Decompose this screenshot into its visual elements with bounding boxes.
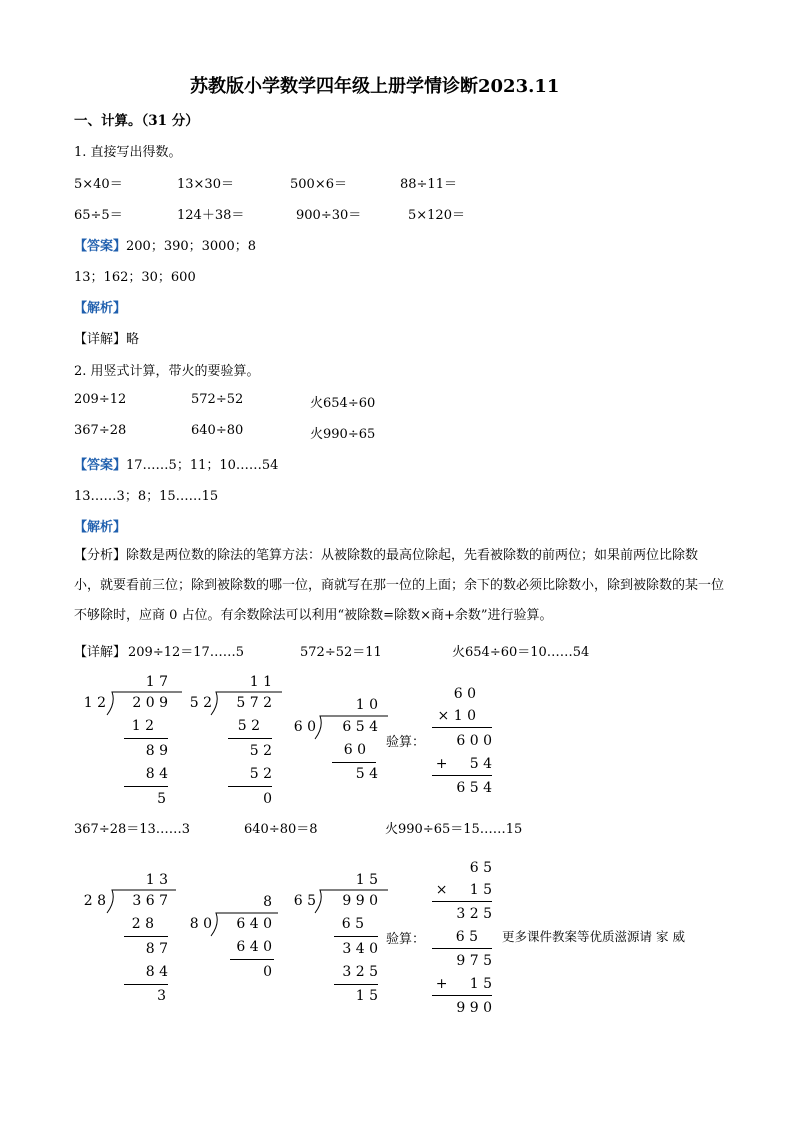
quotient: 1 0 bbox=[355, 697, 378, 713]
divisor: 8 0 bbox=[189, 916, 212, 932]
answer-text: 17……5；11；10……54 bbox=[126, 458, 279, 473]
q2-answer-line2: 13……3；8；15……15 bbox=[74, 489, 219, 504]
verify-line: × 1 5 bbox=[435, 882, 492, 898]
check-label: 验算： bbox=[386, 932, 426, 947]
divisor: 2 8 bbox=[83, 893, 106, 909]
q2-prompt: 2. 用竖式计算，带火的要验算。 bbox=[74, 364, 260, 379]
result: 火654÷60＝10……54 bbox=[452, 645, 590, 660]
q2-item: 209÷12 bbox=[74, 392, 127, 407]
dividend: 9 9 0 bbox=[342, 893, 378, 909]
watermark-text: 更多课件教案等优质滋源请 家 威 bbox=[502, 929, 685, 944]
step: 5 2 bbox=[237, 718, 260, 734]
divisor: 6 5 bbox=[293, 893, 316, 909]
q1-item: 88÷11＝ bbox=[400, 177, 457, 192]
page-title: 苏教版小学数学四年级上册学情诊断2023.11 bbox=[190, 76, 560, 97]
quotient: 1 5 bbox=[355, 872, 378, 888]
q2-item: 367÷28 bbox=[74, 423, 127, 438]
result: 640÷80＝8 bbox=[244, 822, 318, 837]
q1-item: 500×6＝ bbox=[290, 177, 347, 192]
verify-line: 6 0 0 bbox=[456, 733, 492, 749]
step: 6 5 bbox=[341, 916, 364, 932]
verify-line: 9 9 0 bbox=[456, 1000, 492, 1016]
answer-tag: 【答案】 bbox=[74, 239, 127, 254]
result: 367÷28＝13……3 bbox=[74, 822, 191, 837]
divisor: 5 2 bbox=[189, 695, 212, 711]
remainder: 0 bbox=[263, 964, 272, 980]
verify-line: 6 5 bbox=[455, 929, 478, 945]
step: 8 9 bbox=[145, 743, 168, 759]
q2-item: 572÷52 bbox=[191, 392, 244, 407]
dividend: 3 6 7 bbox=[132, 893, 168, 909]
result: 火990÷65＝15……15 bbox=[385, 822, 523, 837]
quotient: 1 7 bbox=[145, 674, 168, 690]
quotient: 1 1 bbox=[249, 674, 272, 690]
result: 572÷52＝11 bbox=[300, 645, 382, 660]
verify-line: 6 5 bbox=[469, 860, 492, 876]
q2-item: 火990÷65 bbox=[310, 427, 376, 442]
dividend: 6 5 4 bbox=[342, 719, 378, 735]
dividend: 6 4 0 bbox=[236, 916, 272, 932]
detail-tag: 【详解】 bbox=[74, 332, 127, 347]
remainder: 1 5 bbox=[355, 988, 378, 1004]
q1-item: 5×120＝ bbox=[408, 208, 465, 223]
q2-item: 火654÷60 bbox=[310, 396, 376, 411]
q1-item: 65÷5＝ bbox=[74, 208, 123, 223]
section-heading: 一、计算。（31 分） bbox=[74, 113, 199, 129]
step: 3 2 5 bbox=[342, 964, 378, 980]
verify-line: × 1 0 bbox=[437, 708, 476, 724]
verify-line: + 5 4 bbox=[435, 756, 492, 772]
step: 1 2 bbox=[131, 718, 154, 734]
step: 8 7 bbox=[145, 941, 168, 957]
dividend: 2 0 9 bbox=[132, 695, 168, 711]
q2-item: 640÷80 bbox=[191, 423, 244, 438]
verify-line: + 1 5 bbox=[435, 976, 492, 992]
quotient: 8 bbox=[263, 894, 272, 910]
answer-tag: 【答案】 bbox=[74, 458, 127, 473]
step: 2 8 bbox=[131, 916, 154, 932]
remainder: 5 bbox=[157, 791, 166, 807]
step: 8 4 bbox=[145, 766, 168, 782]
quotient: 1 3 bbox=[145, 872, 168, 888]
q2-answer bbox=[74, 454, 278, 473]
answer-text: 200；390；3000；8 bbox=[126, 239, 256, 254]
step: 5 2 bbox=[249, 743, 272, 759]
q1-item: 13×30＝ bbox=[177, 177, 234, 192]
fenxi-text: 除数是两位数的除法的笔算方法：从被除数的最高位除起，先看被除数的前两位；如果前两位比除数小，就要看前三位；除到被除数的哪一位，商就写在那一位的上面；余下的数必须比除数小，除到被除数的某一位不够除时，应商 0 占位。有余数除法可以利用“被除数=除数×商+余数”进行验算。 bbox=[74, 548, 725, 623]
step: 6 4 0 bbox=[236, 939, 272, 955]
q1-answer-line2: 13；162；30；600 bbox=[74, 270, 196, 285]
verify-line: 3 2 5 bbox=[456, 906, 492, 922]
verify-line: 9 7 5 bbox=[456, 953, 492, 969]
q1-item: 124＋38＝ bbox=[177, 208, 245, 223]
step: 8 4 bbox=[145, 964, 168, 980]
verify-line: 6 0 bbox=[453, 686, 476, 702]
q2-analysis-paragraph bbox=[74, 541, 724, 631]
q1-answer bbox=[74, 235, 256, 254]
remainder: 3 bbox=[157, 988, 166, 1004]
q1-analysis-tag: 【解析】 bbox=[74, 301, 127, 316]
divisor: 6 0 bbox=[293, 719, 316, 735]
dividend: 5 7 2 bbox=[236, 695, 272, 711]
q2-analysis-tag: 【解析】 bbox=[74, 520, 127, 535]
q1-item: 900÷30＝ bbox=[296, 208, 362, 223]
detail-text: 略 bbox=[126, 332, 140, 347]
step: 3 4 0 bbox=[342, 941, 378, 957]
remainder: 5 4 bbox=[355, 766, 378, 782]
divisor: 1 2 bbox=[83, 695, 106, 711]
check-label: 验算： bbox=[386, 735, 426, 750]
verify-line: 6 5 4 bbox=[456, 780, 492, 796]
q2-detail-tag: 【详解】 bbox=[74, 645, 127, 660]
q1-prompt: 1. 直接写出得数。 bbox=[74, 145, 182, 160]
step: 6 0 bbox=[343, 742, 366, 758]
q1-detail bbox=[74, 328, 139, 347]
q1-item: 5×40＝ bbox=[74, 177, 123, 192]
fenxi-tag: 【分析】 bbox=[74, 548, 127, 563]
remainder: 0 bbox=[263, 791, 272, 807]
result: 209÷12＝17……5 bbox=[128, 645, 245, 660]
step: 5 2 bbox=[249, 766, 272, 782]
